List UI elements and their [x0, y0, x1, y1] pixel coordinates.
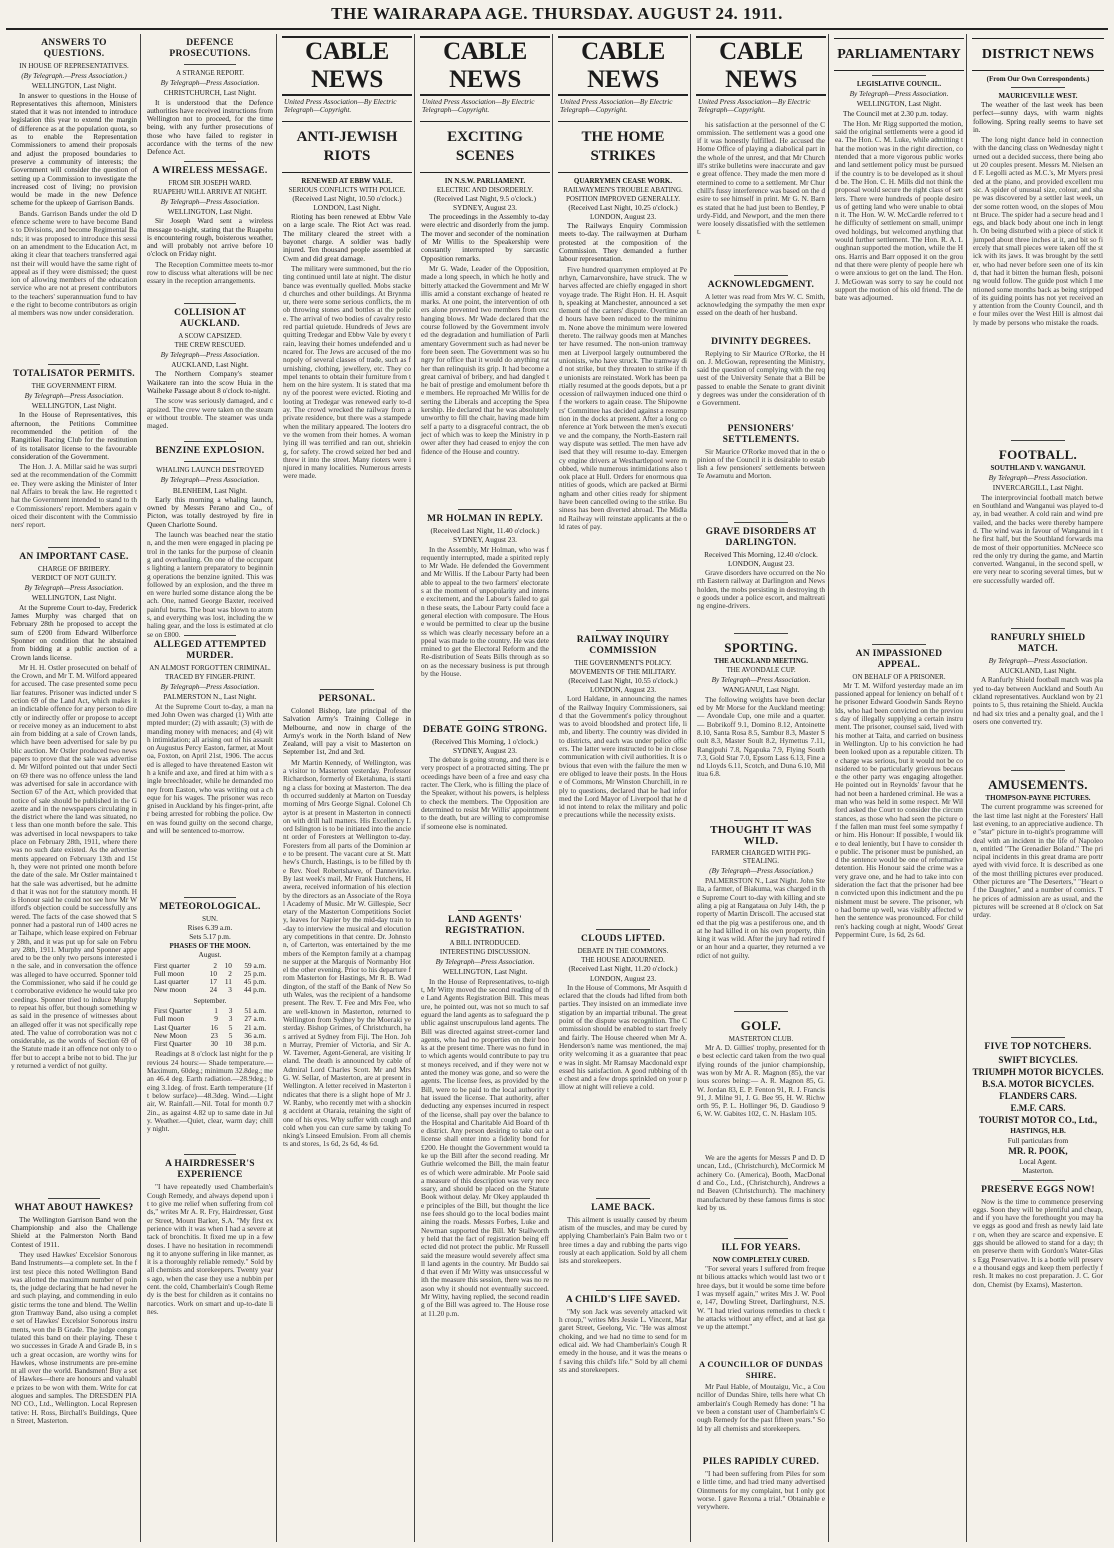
ad-city: HASTINGS, H.B. — [1010, 1126, 1066, 1136]
moon-cell: 38 p.m. — [243, 1039, 267, 1049]
headline-meteorological: METEOROLOGICAL. — [159, 901, 261, 912]
weather-readings: Readings at 8 o'clock last night for the previous 24 hours:— Shade temperature.—Maximum, 60deg.; minimum 32.8deg.; mean 46.4 deg. Earth radiation.—28.9deg.; being 3.1deg. of frost. Earth temperature (1ft below surface)—48.3deg. Wind.—Light air, W. Rainfall.—Nil. Total for month 0.72in., as against 4.82 up to same date in July. Weather.—Quiet, clear, warm day; chilly night. — [147, 1049, 273, 1134]
subhead: THE GOVERNMENT'S POLICY. — [574, 658, 672, 667]
divider — [872, 644, 926, 645]
dateline: BLENHEIM, Last Night. — [172, 485, 248, 495]
moon-cell: 3 — [228, 985, 232, 995]
advert-body: "I had been suffering from Piles for some little time, and had tried many advertised Ointments for my complaint, but I only got worse. I gave Rexona a trial." Obtainable everywhere. — [697, 1469, 825, 1512]
headline-box — [420, 121, 550, 173]
headline-answers: ANSWERS TO QUESTIONS. — [41, 38, 107, 59]
subhead: TRACED BY FINGER-PRINT. — [164, 673, 256, 682]
cable-credit: United Press Association—By Electric Telegraph—Copyright. — [422, 97, 535, 115]
dateline: LONDON, August 23. — [589, 973, 657, 983]
moon-cell: 21 a.m. — [244, 1022, 267, 1032]
moon-cell: 3 — [228, 1005, 233, 1015]
moon-cell: 10 — [209, 968, 218, 978]
column-cable-2 — [418, 34, 553, 1542]
article-body-continued: Mr Martin Kennedy, of Wellington, was a visitor to Masterton yesterday. Professor Richardson, formerly of Eketahuna, is starting a class for boxing at Masterton. The death occurred suddenly at Marton on Tuesday morning of Mrs George Signal. Colonel Chaytor is at present in Masterton in connection with drill hall matters. His Excellency Lord Islington is to be initiated into the ancient order of Foresters at Wellington to-day. Foresters from all parts of the Dominion are to be present. The vacant cure at St. Matthew's Church, Hastings, is to be filled by the Rev. Noel Robertshawe, of Dannevirke. By last week's mail, Mr Frank Hutchens, Hawera, received information of his election by the directors as an Associate of the Royal Academy of Music. Mr W. Gillespie, Secretary of the Masterton Competitions Society, leaves for Napier by the mid-day train to-day to interview the musical and elocutionary competitions in that centre. Dr. Johnston, of Carterton, was entertained by the members of the Kempton family at a champagne supper at the Marquis of Normanby Hotel the other evening. Prior to his departure from Masterton for Hastings, Mr R. B. Waddington, of the staff of the Bank of New South Wales, was the recipient of a handsome present. The Rev. T. Fee and Mrs Fee, who are well-known in Masterton, returned to Wellington from Sydney by the Moeraki yesterday. Bishop Grimes, of Christchurch, has arrived at Sydney from Fiji. The Hon. John Murray, Premier of Victoria, and Sir A. W. Taverner, Agent-General, are visiting Ireland. The death is announced by cable of Admiral Lord Charles Scott. Mr and Mrs G. W. Sellar, of Masterton, are at present in Wellington. A letter received in Masterton indicates that there is a slight hope of Mr J. W. Ranby, who recently met with a shocking accident at Otaraia, retaining the sight of one of his eyes. Why suffer with cough and cold when you can cure same by taking Tonking's Linseed Emulsion. From all chemists and stores, 1s 6d, 2s 6d, 4s 6d. — [283, 757, 412, 1149]
moon-cell: First Quarter — [153, 1039, 192, 1049]
divider — [596, 1290, 650, 1291]
article-body: At the Supreme Court to-day, Frederick James Murphy was charged that on February 28th he proposed to accept the sum of £200 from Edward Wilberforce Sponner on condition that he abstained from bidding at a public auction of a Crown lands license. — [11, 602, 137, 662]
credit-line: By Telegraph—Press Association. — [849, 89, 949, 98]
dateline: SYDNEY, August 23. — [453, 745, 517, 755]
headline-preserve-eggs: PRESERVE EGGS NOW! — [981, 1184, 1095, 1195]
moon-cell: 9 — [214, 1014, 218, 1024]
credit-line: By Telegraph—Press Association. — [160, 682, 260, 692]
article-body-continued: The Reception Committee meets to-morrow to discuss what alterations will be necessary in the reception arrangements. — [147, 259, 273, 286]
ad-title: FIVE TOP NOTCHERS. — [984, 1042, 1092, 1053]
headline-piles: PILES RAPIDLY CURED. — [702, 1457, 820, 1468]
cable-credit: United Press Association—By Electric Telegraph—Copyright. — [698, 97, 811, 115]
credit-line: By Telegraph—Press Association. — [160, 196, 260, 206]
article-body: It is understood that the Defence authorities have received instructions from Wellington not to proceed, for the time being, with any further prosecutions of those who have failed to register in accordance with the terms of the new Defence Act. — [147, 97, 273, 157]
article-body-continued: They used Hawkes' Excelsior Sonorous Band Instruments—a complete set. In the first test piece this noted Wellington Band was allotted the maximum number of points, the judge declaring that he had never heard such playing, and commending in eulogistic terms the tone and blend. The Wellington Tramway Band, also using a complete set of Hawkes' Excelsior Sonorous instruments, won the B Grade. The judge congratulated this band on their playing. These two successes in Grade A and Grade B, in such a great occasion, are worthy wins for Hawkes, whose instruments are pre-eminent all over the world. Bandsmen! Buy a set of Hawkes—there are honours and valuable prizes to be won with them. Write for catalogues and samples. The DRESDEN PIANO CO., Ltd., Wellington. Local Representative: H. Ross, Birchall's Buildings, Queen Street, Masterton. — [11, 1249, 137, 1425]
article-body-continued: Mr A. D. Gillies' trophy, presented for the best eclectic card taken from the two qualifying rounds of the junior championship, was won by Mr A. R. Magnon (85), the various scores being:— A. R. Magnon 85, G. W. Jordan 83, E. P. Fenton 91, R. J. Francis 91, J. Milne 91, J. G. Bee 95, H. W. Richworth 95, P. L. Hollinger 96, D. Gaudioso 96, W. W. Gabites 102, C. N. Haslam 105. — [697, 1043, 825, 1119]
subhead: AN ALMOST FORGOTTEN CRIMINAL. — [149, 664, 271, 673]
article-body-continued: A Ranfurly Shield football match was played to-day between Auckland and South Auckland representatives. Auckland won by 21 points to 5, thus retaining the Shield. Auckland had six tries and a penalty goal, and the losers one converted try. — [973, 675, 1103, 726]
headline-clouds-lifted: CLOUDS LIFTED. — [581, 934, 665, 945]
article-body-continued: PALMERSTON N., Last Night. John Stella, a farmer, of Biakuma, was charged in the Supreme Court to-day with killing and stealing a pig at Rangataua on July 14th, the property of Martin Driscoll. The accused stated that the pig was a pestiferous one, and that he had killed it on his own property, thinking it was wild. After the jury had retired for an hour and a quarter, they returned a verdict of not guilty. — [697, 876, 826, 960]
headline-councillor: A COUNCILLOR OF DUNDAS SHIRE. — [698, 1359, 824, 1381]
advert-body: "For several years I suffered from frequent bilious attacks which would last two or three days, but it would be some time before I was myself again," writes Mrs J. W. Poole, 147, Dowling Street, Darlinghurst, N.S.W. "I had tried various remedies to check the attacks without any effect, and at last gave up the attempt." — [697, 1264, 825, 1332]
article-body: The weather of the last week has been perfect—sunny days, with warm nights following. Spring really seems to have set in. — [973, 100, 1103, 134]
subhead: IN N.S.W. PARLIAMENT. — [444, 176, 526, 185]
column-cable-4 — [694, 34, 829, 1542]
article-body-continued: The military were summoned, but the rioting continued until late at night. The disturbance was eventually quelled. Mobs stacked churches and other buildings. At Brynmaur, there were some serious conflicts, the mob throwing stones and bottles at the police. The arrival of two bodies of cavalry restored partial quietude. Hundreds of Jews are quitting Tredegar and Ebbw Vale by every train, leaving their homes undefended and uncared for. The Jews are accused of the monopoly of several classes of trade, such as furnishing, clothing, jewellery, etc. They compel tenants to obtain their furniture from them on the hire system. It is stated that many of the poorest were evicted. Rioting and looting at Tredegar was renewed early to-day. The crowd wrecked the railway from a private residence, but there was a stampede when the military appeared. The looters drove the women from their homes. A woman lying ill was terrified and ran out, shrieking, for safety. The crowd seized her bed and threw it into the street. Many rioters were injured in many localities. Numerous arrests were made. — [283, 263, 411, 481]
headline-district-news: DISTRICT NEWS — [981, 47, 1095, 62]
subhead: THE CREW RESCUED. — [174, 340, 246, 349]
divider — [734, 522, 788, 523]
cable-news-banner: CABLE NEWS — [282, 36, 412, 96]
credit-line: By Telegraph—Press Association. — [160, 78, 260, 87]
subhead: SERIOUS CONFLICTS WITH POLICE. — [288, 185, 406, 194]
advert-body: Mr Paul Hable, of Moutaigu, Vic., a Councillor of Dundas Shire, tells here what Chamberlain's Cough Remedy has done: "I have been a constant user of Chamberlain's Cough Remedy for the past fifteen years." Sold by all chemists and storekeepers. — [697, 1382, 825, 1433]
divider — [184, 303, 237, 304]
subhead: QUARRYMEN CEASE WORK. — [573, 176, 673, 185]
divider — [734, 275, 788, 276]
article-body-continued: The following weights have been declared by Mr Morse for the Auckland meeting:— Avondale Cup, one mile and a quarter.— Bobrikoff 9.1, Domino 8.12, Antoinette 8.10, Santa Rosa 8.5, Sambur 8.3, Master Soult 8.3, Master Soult 8.2, Hymettus 7.11, Rangipuhi 7.8, Ngapuka 7.9, Flying South 7.3, Gold Star 7.0, Epsom Lass 6.13, Fine and Lloyds 6.11, Scotch, and Duna 6.10, Militua 6.8. — [697, 694, 825, 779]
article-body-continued: The debate is going strong, and there is every prospect of a protracted sitting. The proceedings have been of a free and easy character. The Clerk, who is filling the place of the Speaker, without his powers, is helpless to check the members. The Opposition are determined to resist Mr Willis' appointment to the death, but are willing to compromise if someone else is nominated. — [421, 755, 549, 831]
cable-news-banner: CABLE NEWS — [558, 36, 688, 96]
moon-row — [152, 986, 268, 994]
divider — [734, 820, 788, 821]
headline-important-case: AN IMPORTANT CASE. — [19, 552, 129, 563]
credit-line: By Telegraph—Press Association. — [435, 957, 535, 967]
dateline: WELLINGTON, Last Night. — [31, 401, 117, 411]
headline-pensioners: PENSIONERS' SETTLEMENTS. — [722, 423, 800, 445]
cable-news-banner: CABLE NEWS — [696, 36, 826, 96]
advert-body: "I have repeatedly used Chamberlain's Cough Remedy, and always depend upon it to give me relief when suffering from colds," writes Mr A. R. Fry, Hairdresser, Guster Street, Mount Barker, S.A. "My first experience with it was when I had a severe attack of bronchitis. It fixed me up in a few doses. I have no hesitation in recommending it to anyone suffering in like manner, as it is a thoroughly reliable remedy." Sold by all chemists and storekeepers. Twenty years ago, when the case they use a nubbin per cent. the cold, Chamberlain's Cough Remedy is the best for children as it contains no narcotics. Work on smart and up-to-date lines. — [147, 1182, 273, 1316]
divider — [1011, 770, 1065, 771]
received-line: (Received Last Night, 10.50 o'clock.) — [292, 193, 402, 203]
subhead: NOW COMPLETELY CURED. — [712, 1256, 810, 1265]
article-body-continued: Mr G. Wade, Leader of the Opposition, made a long speech, in which he hotly and bitterly attacked the Government and Mr Willis amid a constant exchange of heated remarks. At one point, the intervention of others alone prevented two members from exchanging blows. Mr Wade declared that the course followed by the Government involved the degradation and humiliation of Parliamentary Government such as had never before been seen. The Government was so hungry for office that it would do anything rather than relinquish its grip. It had become a great carnival of bribery, and had dangled the bait of prestige and emolument before the members. He reproached Mr Willis for deserting the Liberals and accepting the Speakership. He declared that he was absolutely unworthy to fill the chair, having made himself a party to a disgraceful contract, the object of which was to keep the Ministry in power after they had ceased to enjoy the confidence of the House and country. — [421, 263, 549, 456]
article-body-continued: In the House of Representatives, to-night, Mr Witty moved the second reading of the Land Agents Registration Bill. This measure, he pointed out, was not so much to safeguard the land agents as to safeguard the public against unscrupulous land agents. The Bill was directed against street-corner land agents, who had no properties on their books at the present time. There was no fund into which agents would contribute to pay trust moneys received, and if they were not wanted the money was gone, and so were the agents. The license fees, as provided by the Bill, were to be paid to the local authority that issued the license. That authority, after deducting any expenses incurred in respect of the license, shall pay over the balance to the Hospital and Charitable Aid Board of the district. Any person desiring to take out a license shall enter into a fidelity bond for £200. He thought the Government would take up the Bill after the second reading. Mr Guthrie welcomed the Bill, the main features of which were admirable. Mr Poole said a measure of this description was very necessary, and should be placed on the Statute Book without delay. Mr Okey applauded the principles of the Bill, but thought the license fees should go to the local bodies maintaining the roads. Messrs Forbes, Luke and Newman supported the Bill. Mr Stallworthy held that the fact of registration being effected did not protect the public. Mr Russell said the measure would severely affect small land agents in the country. Mr Buddo said that even if Mr Witty was unsuccessful with the measure this session, there was no reason why it should not eventually succeed. Mr Witty, having replied, the second reading of the Bill was agreed to. The House rose at 11.20 p.m. — [421, 976, 549, 1318]
divider — [872, 75, 926, 76]
headline-child-life: A CHILD'S LIFE SAVED. — [565, 1294, 681, 1305]
cable-news-banner: CABLE NEWS — [420, 36, 550, 96]
dateline: WELLINGTON, Last Night. — [442, 967, 528, 977]
article-body-continued: Lord Haldane, in announcing the names of the Railway Inquiry Commissioners, said that the Government's policy throughout was to avoid bloodshed and protect life, limb, and liberty. The country was divided into districts, and each was under police officers. The latter were instructed to be in close communication with civil authorities. It is obvious that even with the failure the men were obliged to leave their posts. In the House of Commons, Mr Winston Churchill, in reply to questions, declared that he had informed the Lord Mayor of Liverpool that he did not intend to relax the military and police precautions while the necessity exists. — [559, 694, 687, 820]
dateline: INVERCARGILL, Last Night. — [992, 483, 1084, 493]
column-district-news — [970, 34, 1106, 1542]
divider — [184, 635, 237, 636]
article-body-continued: Mr H. H. Ostler prosecuted on behalf of the Crown, and Mr T. M. Wilford appeared for accused. The case presented some peculiar features. Prisoner was indicted under Section 69 of the Land Act, which makes it an indictable offence for any person to directly or indirectly offer or propose to accept or receive money as an inducement to abstain from bidding at a sale of Crown lands, which have been advertised for sale by public auction. Mr Ostler produced two newspapers to prove that the sale was advertised. Mr Wilford pointed out that under Section 69 there was no offence unless the land was advertised for sale in accordance with Section 67 of the Act, which provided that notice of sale should be published in the Gazette and in the newspapers circulating in the district where the land was situated, not less than one month before the sale. This was advertised in local newspapers to take place on February 28th, 1911, where there was no such date existed. As the advertisements appeared on February 13th and 15th, they were not printed one month before the date of the sale. Mr Ostler maintained that the sale was advertised, but he admitted that it was not for the statutory month. His Honour said he could not see how Mr Wilford's objection could be successfully answered. The facts of the case showed that Sponner had a pastoral run of 1400 acres near Taihape, which lease expired on February 28th, and it was put up for sale on February 28th, 1911. Murphy and Sponner appeared to be the only two persons interested in the sale, and in conversation the offence was alleged to have occurred. Sponner told the Commissioner, who said if he could get corroborative evidence he would take proceedings. Sponner tried to induce Murphy to repeat his offer, but though something was said in the presence of witnesses about an alleged offer it was not specifically repeated. The value of corroboration was not considerable, as the words of Section 69 of the Statute made it an offence not only to offer but to accept a bribe not to bid. The jury returned a verdict of not guilty. — [11, 662, 137, 1071]
dateline: AUCKLAND, Last Night. — [171, 360, 249, 370]
article-body-continued: Replying to Sir Maurice O'Rorke, the Hon. J. McGowan, representing the Ministry, said the question of complying with the request of the University Senate that a Bill be passed to enable the Senate to grant divinity degrees was under the consideration of the Government. — [697, 348, 825, 408]
dateline: LONDON, Last Night. — [313, 202, 381, 212]
moon-cell: 2 — [228, 968, 232, 978]
article-body-continued: In the House of Commons, Mr Asquith declared that the clouds had lifted from both parties. They insisted on an immediate investigation by an impartial tribunal. The great point of the dispute was recognition. The Commission should be enabled to start freely and fairly. The House cheered when Mr A. Henderson's name was mentioned, the majority welcoming it as a guarantee that peace was in sight. Mr Ramsay Macdonald expressed his satisfaction. A good rubbing of the chest and a few drops sprinkled on your pillow at night will relieve a cold. — [559, 982, 687, 1092]
headline-hairdresser: A HAIRDRESSER'S EXPERIENCE — [165, 1159, 255, 1181]
divider — [1011, 87, 1065, 88]
divider — [458, 720, 512, 721]
moon-cell: 36 a.m. — [244, 1030, 267, 1040]
credit-line: By Telegraph—Press Association. — [988, 473, 1088, 483]
article-body: In the House of Representatives, this afternoon, the Petitions Committee recommended the petition of the Rangitikei Racing Club for the restitution of its totalisator license to the favourable consideration of the Government. — [11, 410, 137, 461]
credit-line: (By Telegraph—Press Association.) — [709, 865, 813, 875]
ad-town: Masterton. — [1022, 1166, 1054, 1176]
moon-cell: 51 a.m. — [244, 1005, 267, 1015]
advert-body: This ailment is usually caused by rheumatism of the muscles, and may be cured by applying Chamberlain's Pain Balm two or three times a day and rubbing the parts vigorously at each application. Sold by all chemists and storekeepers. — [559, 1214, 687, 1266]
credit-line: By Telegraph—Press Association. — [988, 655, 1088, 665]
ad-item: SWIFT BICYCLES. — [998, 1055, 1078, 1066]
moon-cell: 1 — [214, 1005, 218, 1015]
headline-impassioned: AN IMPASSIONED APPEAL. — [855, 648, 943, 670]
sun-rises: Rises 6.39 a.m. — [187, 922, 233, 932]
dateline: WELLINGTON, Last Night. — [31, 593, 117, 603]
received-line: (Received Last Night, 11.20 o'clock.) — [568, 964, 678, 974]
credit-line: By Telegraph—Press Association. — [160, 475, 260, 485]
moon-cell: First quarter — [153, 960, 190, 970]
moon-cell: 44 p.m. — [243, 985, 267, 995]
moon-cell: 5 — [228, 1030, 233, 1040]
subhead: POSITION IMPROVED GENERALLY. — [565, 194, 681, 203]
columns — [8, 34, 1106, 1542]
dateline: CHRISTCHURCH, Last Night. — [163, 88, 257, 98]
moon-cell: 10 — [224, 960, 232, 970]
subhead: (From Our Own Correspondents.) — [986, 75, 1090, 83]
sun-sets: Sets 5.17 p.m. — [189, 931, 231, 941]
subhead: RUAPEHU WILL ARRIVE AT NIGHT. — [153, 187, 267, 196]
received-line: Received This Morning, 12.40 o'clock. — [704, 549, 818, 559]
headline-thought-wild: THOUGHT IT WAS WILD. — [710, 823, 812, 847]
dateline: PALMERSTON N., Last Night. — [163, 692, 257, 702]
divider — [184, 461, 237, 462]
ad-items-list — [970, 1055, 1106, 1114]
divider — [1011, 628, 1065, 629]
article-body: The Council met at 2.30 p.m. today. — [843, 108, 948, 118]
subhead: THE HOUSE ADJOURNED. — [581, 956, 665, 965]
headline-holman: MR HOLMAN IN REPLY. — [427, 513, 543, 524]
subhead: A BILL INTRODUCED. — [449, 939, 521, 948]
cable-credit: United Press Association—By Electric Telegraph—Copyright. — [560, 97, 673, 115]
dateline: SYDNEY, August 23. — [453, 202, 517, 212]
article-body-continued: The Hon. J. A. Millar said he was surprised at the recommendation of the Committee. They were asking the Minister of Internal Affairs to break the law. He regretted that the Government intended to stand to the Commissioners' report. Members again voiced their discontent with the Commissioners' report. — [11, 462, 137, 530]
moon-cell: 27 a.m. — [244, 1014, 267, 1024]
moon-cell: 3 — [228, 1014, 233, 1024]
headline-wireless: A WIRELESS MESSAGE. — [152, 165, 268, 176]
headline-parliamentary: PARLIAMENTARY — [837, 47, 961, 62]
headline-football: FOOTBALL. — [998, 447, 1078, 463]
moon-cell: Full moon — [153, 1014, 185, 1024]
moon-cell: 59 a.m. — [244, 960, 267, 970]
divider — [596, 929, 650, 930]
subhead: INTERESTING DISCUSSION. — [439, 948, 531, 957]
article-body-continued: A letter was read from Mrs W. C. Smith, acknowledging the sympathy the men expressed on the death of her husband. — [697, 291, 825, 318]
moon-cell: First Quarter — [153, 1005, 192, 1015]
headline-darlington: GRAVE DISORDERS AT DARLINGTON. — [705, 526, 817, 548]
subhead: RENEWED AT EBBW VALE. — [301, 176, 393, 185]
received-line: (Received Last Night, 11.40 o'clock.) — [430, 525, 540, 535]
article-body: Early this morning a whaling launch, owned by Messrs Perano and Co., of Picton, was totally destroyed by fire in Queen Charlotte Sound. — [147, 494, 273, 529]
dateline: WANGANUI, Last Night. — [722, 685, 800, 695]
column-parliamentary — [832, 34, 967, 1542]
subhead: LEGISLATIVE COUNCIL. — [856, 80, 942, 88]
headline-hawkes: WHAT ABOUT HAWKES? — [14, 1202, 134, 1213]
headline-collision: COLLISION AT AUCKLAND. — [174, 307, 246, 329]
subhead: THOMPSON-PAYNE PICTURES. — [985, 794, 1091, 803]
article-body-continued: At the Supreme Court to-day, a man named John Owen was charged (1) With attempted murder; (2) with assault; (3) with demanding money with menaces; and (4) with intimidation; all arising out of his assault on Augustus Percy Easton, farmer, at Moutoa, Foxton, on April 21st, 1906. The accused is alleged to have threatened Easton with a knife and axe, and fired at him with a single breechloader, while he demanded money from Easton, who was writing out a cheque for his wages. The prisoner was recognised in Auckland by his finger-print, after being arrested for robbing the police. Owen was found guilty on the second charge, and will be sentenced to-morrow. — [147, 701, 273, 836]
headline-ill-for-years: ILL FOR YEARS. — [721, 1243, 801, 1254]
dateline: WELLINGTON, Last Night. — [856, 99, 942, 109]
divider — [458, 509, 512, 510]
dateline: LONDON, August 23. — [589, 211, 657, 221]
headline-lame-back: LAME BACK. — [591, 1202, 655, 1213]
subhead: MAURICEVILLE WEST. — [998, 92, 1078, 100]
subhead: ELECTRIC AND DISORDERLY. — [436, 185, 534, 194]
credit-line: By Telegraph—Press Association. — [24, 390, 124, 400]
credit-line: (By Telegraph.—Press Association.) — [21, 71, 127, 80]
subhead-sun: SUN. — [202, 914, 218, 923]
article-body: The Railways Enquiry Commission meets to-day. The railwaymen at Durham protested at the composition of the Commission. They demanded a further labour representation. — [559, 221, 687, 264]
article-body: Rioting has been renewed at Ebbw Vale on a large scale. The Riot Act was read. The military cleared the street with a bayonet charge. A soldier was badly injured. Ten thousand people assembled at Cwm and did great damage. — [283, 212, 411, 263]
ad-agent-role: Local Agent. — [1019, 1156, 1057, 1166]
ad-particulars: Full particulars from — [1007, 1135, 1069, 1145]
month-august: August. — [198, 950, 222, 960]
subhead: THE GOVERNMENT FIRM. — [31, 381, 117, 390]
subhead: WHALING LAUNCH DESTROYED — [156, 466, 264, 475]
article-body: The Northern Company's steamer Waikatere ran into the scow Huia in the Waiheke Passage about 8 o'clock to-night. — [147, 369, 273, 395]
advert-body: Now is the time to commence preserving eggs. Soon they will be plentiful and cheap, and if you have the forethought you may have eggs as good and fresh as newly laid later on, when they are scarce and expensive. Eggs should be allowed to stand for a day; then preserve them with Gordon's Water-Glass Egg Preservative. It is a bottle will preserve a thousand eggs and keep them perfectly fresh. It makes no cost preparation. J. C. Gordon, Chemist (by Exams), Masterton. — [973, 1196, 1103, 1289]
headline-totalisator: TOTALISATOR PERMITS. — [13, 368, 135, 379]
headline-railway-inquiry: RAILWAY INQUIRY COMMISSION — [576, 634, 670, 656]
article-body-continued: The scow was seriously damaged, and capsized. The crew were taken on the steamer without trouble. The steamer was undamaged. — [147, 396, 273, 431]
divider — [48, 1198, 101, 1199]
ad-item: E.M.F. CARS. — [1010, 1103, 1066, 1114]
ad-item: TRIUMPH MOTOR BICYCLES. — [972, 1067, 1104, 1078]
subhead: FROM SIR JOSEPH WARD. — [168, 178, 252, 187]
moon-cell: New moon — [153, 985, 187, 995]
headline-personal: PERSONAL. — [318, 693, 376, 704]
article-body: Colonel Bishop, late principal of the Salvation Army's Training College in Melbourne, and now in charge of the Army's work in the North Island of New Zealand, will pay a visit to Masterton on September 1st, 2nd and 3rd. — [283, 705, 411, 757]
headline-benzine: BENZINE EXPLOSION. — [155, 446, 265, 457]
divider — [1011, 440, 1065, 441]
dateline: SYDNEY, August 23. — [453, 535, 517, 545]
ad-item: FLANDERS CARS. — [999, 1091, 1077, 1102]
divider — [48, 364, 101, 365]
headline-box — [972, 38, 1104, 71]
moon-cell: 10 — [225, 1039, 233, 1049]
received-line: (Received Last Night, 10.25 o'clock.) — [568, 202, 678, 212]
moon-cell: 24 — [209, 985, 218, 995]
moon-cell: New Moon — [153, 1030, 187, 1040]
dateline: WELLINGTON, Last Night. — [167, 206, 253, 216]
headline-defence: DEFENCE PROSECUTIONS. — [169, 38, 251, 59]
ad-company: TOURIST MOTOR CO., Ltd., — [978, 1115, 1098, 1126]
article-body: The Wellington Garrison Band won the Championship and also the Challenge Shield at the Palmerston North Band Contest of 1911. — [11, 1214, 137, 1249]
column-2 — [144, 34, 277, 1542]
moon-cell: 2 — [213, 960, 218, 970]
divider — [48, 547, 101, 548]
subhead: FARMER CHARGED WITH PIG-STEALING. — [711, 848, 811, 865]
divider — [184, 1154, 237, 1155]
divider — [596, 630, 650, 631]
column-1 — [8, 34, 141, 1542]
article-body-continued: Five hundred quarrymen employed at Penrhyn, Carnarvonshire, have struck. The wharves affected are chiefly engaged in short voyage trade. The Right Hon. H. H. Asquith, speaking at Manchester, announced a settlement of the carters' dispute. Overtime and hours have been reduced to the minimum. None above the minimum were lowered thereto. The railway goods men at Manchester have resumed. The non-union tramwaymen at Liverpool largely outnumbered the unionists, who have struck. The tramway did not strike, but they threaten to strike if the unionists are reinstated. Work has been partially resumed at the goods depots, but a procession of railwaymen induced one third of the workers to again cease. The Shipowners' Committee has decided against a resumption in the docks at present. After a long conference at York between the men's executive and the company, the North-Eastern railway dispute was settled. The men have advised that they will resume to-day. Emergency engine drivers at Westhartlepool were mobbed, while numerous intimidations also took place at Hull. Orders for enormous quantities of goods, which are packed at Birmingham and other cities ready for shipment have been cancelled owing to the strike. Business has been diverted abroad. The Midland Railway will reinstate applicants at the old rates of pay. — [559, 264, 687, 531]
subhead-moon: PHASES OF THE MOON. — [169, 942, 251, 951]
headline-debate: DEBATE GOING STRONG. — [422, 724, 548, 735]
moon-cell: 30 — [210, 1039, 218, 1049]
article-body-continued: The interprovincial football match between Southland and Wanganui was played to-day, in bad weather. A cold rain and wind prevailed, and the backs were thereby hampered. The wind was in favour of Wanganui in the first half, but the Southland forwards made most of their opportunities. McNeece scored the only try during the game, and Martin converted. Wanganui, in the second spell, were very near to scoring several times, but were successfully warded off. — [973, 492, 1103, 585]
month-september: September. — [193, 995, 227, 1005]
moon-cell: Last Quarter — [153, 1022, 191, 1032]
headline-exciting-scenes: EXCITING SCENES — [447, 128, 523, 164]
received-line: (Received This Morning, 1 o'clock.) — [432, 736, 538, 746]
dateline: LONDON, August 23. — [589, 684, 657, 694]
headline-attempted-murder: ALLEGED ATTEMPTED MURDER. — [153, 640, 267, 662]
moon-cell: 5 — [228, 1022, 233, 1032]
headline-box — [558, 121, 688, 173]
subhead: CHARGE OF BRIBERY. — [37, 565, 111, 574]
divider — [734, 633, 788, 634]
subhead: IN HOUSE OF REPRESENTATIVES. — [19, 62, 129, 70]
divider — [596, 1198, 650, 1199]
divider — [184, 64, 237, 65]
headline-divinity: DIVINITY DEGREES. — [711, 336, 811, 347]
subhead: THE AVONDALE CUP. — [726, 666, 796, 675]
cable-credit: United Press Association—By Electric Telegraph—Copyright. — [284, 97, 397, 115]
article-body-continued: The launch was beached near the station, and the men were engaged in placing petrol in the tanks for the purpose of cleaning and overhauling. On one of the occupants lighting a lantern preparatory to beginning operations the benzine ignited. This was followed by an explosion, and the three men were hurled some distance along the beach. One, named George Baxter, received painful burns. The boat was blown to atoms, and everything was lost, including the whaling gear, and the loss is estimated at close on £800. — [147, 530, 273, 639]
ad-item: B.S.A. MOTOR BICYCLES. — [982, 1079, 1094, 1090]
divider — [320, 689, 374, 690]
subhead: A STRANGE REPORT. — [175, 69, 245, 77]
headline-anti-jewish-riots: ANTI-JEWISH RIOTS — [296, 128, 398, 164]
article-body-continued: Bands. Garrison Bands under the old Defence scheme were to have become Bands to Divisions, and become Regimental Bands; it was proposed to introduce this session an amendment to the Education Act, making it clear that teachers transferred against their will would have the same right of appeal as if they were dismissed; the question of allowing members of the education service who are not at present contributors to the teachers' superannuation fund to have the right to become contributors as original members was now under consideration. — [11, 208, 137, 318]
advert-body: We are the agents for Messrs P and D. Duncan, Ltd., (Christchurch), McCormick Machinery Co. (America), Booth, MacDonald and Co., Ltd., (Christchurch), Andrews and Beaven (Christchurch). The machinery manufactured by these famous firms is stocked by us. — [697, 1153, 825, 1212]
masthead-rule — [6, 28, 1108, 30]
credit-line: By Telegraph—Press Association. — [160, 349, 260, 359]
moon-cell: Full moon — [153, 968, 185, 978]
moon-cell: 45 p.m. — [243, 977, 267, 987]
headline-home-strikes: THE HOME STRIKES — [581, 128, 665, 164]
article-body-continued: Sir Maurice O'Rorke moved that in the opinion of the Council it is desirable to establish a few pensioners' settlements between Te Awamutu and Morton. — [697, 446, 825, 481]
headline-land-agents: LAND AGENTS' REGISTRATION. — [445, 915, 525, 937]
article-body: Sir Joseph Ward sent a wireless message to-night, stating that the Ruapehu is encountering rough, boisterous weather, and will probably not arrive before 10 o'clock on Friday night. — [147, 216, 273, 259]
headline-box — [282, 121, 412, 173]
subhead: MOVEMENTS OF THE MILITARY. — [569, 667, 677, 676]
article-body-continued: The Hon. Mr Rigg supported the motion, said the original settlements were a good idea. The Hon. C. M. Luke, while admitting that the motion was in the right direction, contended that a more vigorous public works and land settlement policy must be pursued if the country is to be developed as it should be. The Hon. C. H. Mills did not think the proposal would secure the right class of settlers. There were hundreds of people desirous of getting land who were unable to obtain it. The Hon. W. W. McCardle referred to the difficulty of settlement on small, unimproved holdings, but welcomed anything that would further settlement. The Hon. R. A. Loughnan supported the motion, while the Hons. Harris and Barr opposed it on the ground that there were plenty of people here who were anxious to get on the land. The Hon. J. McGowan was sorry to say he could not support the motion of his old friend. The debate was adjourned. — [835, 118, 963, 303]
credit-line: By Telegraph—Press Association. — [24, 583, 124, 593]
divider — [184, 161, 237, 162]
moon-table-september — [152, 1007, 268, 1048]
subhead: DEBATE IN THE COMMONS. — [577, 947, 669, 956]
moon-cell: 11 — [224, 977, 232, 987]
subhead: ON BEHALF OF A PRISONER. — [852, 672, 946, 681]
subhead: THE AUCKLAND MEETING. — [714, 657, 808, 666]
dateline: WELLINGTON, Last Night. — [31, 81, 117, 91]
article-body-continued: Grave disorders have occurred on the North Eastern railway at Darlington and Newsholden, the mobs persisting in destroying the goods under a police escort, and maltreating engine-drivers. — [697, 568, 825, 611]
moon-cell: 17 — [209, 977, 218, 987]
divider — [734, 1011, 788, 1012]
article-body-continued: Mr T. M. Wilford yesterday made an impassioned appeal for leniency on behalf of the prisoner Edward Goodwin Sands Reynolds, who had been convicted on the previous day of illegally supplying a certain instrument. The prisoner, counsel said, lived with his mother at Taita, and carried on business in Wellington. Up to his conviction he had been looked upon as a reputable citizen. The charge was serious, but it would not be considered to be particularly grievous because the other party was engaging altogether. He pointed out in Reynolds' favour that he had not been a hardened criminal. He was a man who was held in some respect. Mr Wilford asked the Court to consider the circumstances, as those who had seen the picture of the fallen man must feel some sympathy for him. His Honour: If possible, I would like to deal leniently, but I have to consider the public. The prisoner must be punished, and the sentence would be one of reformative detention. His Honour said the crime was a very grave one, and he had to take into consideration the fact that the prisoner had been convicted upon this indictment and the punishment must be severe. The prisoner, who had borne up well, was visibly affected when the sentence was pronounced. For children's hacking cough at night, Woods' Great Peppermint Cure, 1s 6d, 2s 6d. — [835, 680, 963, 939]
moon-row — [152, 1040, 268, 1048]
headline-amusements: AMUSEMENTS. — [988, 777, 1088, 793]
article-body: In answer to questions in the House of Representatives this afternoon, Ministers stated that it was not intended to introduce legislation this year to extend the margin of difference as at the population quota, so as to enable the Representation Commissioners to amend their proposals and adjust the proposed boundaries to preserve a community of interests; the Government will consider the question of setting up a Commission to investigate the increased cost of living; no provision would be made in the new Defence scheme for the upkeep of Garrison Bands. — [11, 90, 137, 208]
subhead: RAILWAYMEN'S TROUBLE ABATING. — [563, 185, 683, 194]
dateline: LONDON, August 23. — [727, 558, 795, 568]
received-line: (Received Last Night, 10.55 o'clock.) — [568, 675, 678, 685]
subhead: SOUTHLAND V. WANGANUI. — [990, 464, 1086, 473]
article-body-continued: In the Assembly, Mr Holman, who was frequently interrupted, made a spirited reply to Mr Wade. He defended the Government and Mr Willis. If the Labour Party had been able to appeal to the two farmers' electorates at the moment of unpopularity and intense excitement, and the Labour's failed to gain these seats, the Labour Party could face a general election with composure. The House would be permitted to clear up the business which was clearly necessary before an appeal was made to the country. He was determined to get the Electoral Reform and the Re-distribution of Seats Bills through as soon as the necessary business is put through by the House. — [421, 544, 549, 679]
subhead: VERDICT OF NOT GUILTY. — [31, 574, 117, 583]
moon-cell: Last quarter — [153, 977, 189, 987]
advert-body: "My son Jack was severely attacked with croup," writes Mrs Jessie L. Vincent, Margaret Street, Geelong, Vic. "He was almost choking, and we had no time to send for medical aid. We had Chamberlain's Cough Remedy in the house, and it was the means of saving this child's life." Sold by all chemists and storekeepers. — [559, 1306, 687, 1374]
headline-acknowledgment: ACKNOWLEDGMENT. — [707, 279, 815, 290]
article-body-continued: The current programme was screened for the last time last night at the Foresters' Hall last evening, to an appreciative audience. The "star" picture in to-night's programme will deal with an incident in the life of Napoleon, entitled "The Grenadier Boland." The principal incidents in this great drama are portrayed with vivid force. It is described as one of the most thrilling pictures ever produced. Other pictures are "The Deserters," "Heart of the Daughter," and a number of comics. The prices of admission are as usual, and the pictures will be screened at 8 o'clock on Saturday. — [973, 802, 1103, 920]
headline-golf: GOLF. — [740, 1018, 782, 1034]
moon-table-august — [152, 962, 268, 995]
headline-box — [834, 38, 964, 71]
column-cable-1 — [280, 34, 415, 1542]
masthead: THE WAIRARAPA AGE. THURSDAY. AUGUST 24. 1911. — [331, 4, 783, 23]
received-line: (Received Last Night, 9.5 o'clock.) — [433, 193, 537, 203]
divider — [458, 910, 512, 911]
headline-ranfurly: RANFURLY SHIELD MATCH. — [990, 632, 1086, 654]
subhead: A SCOW CAPSIZED. — [178, 331, 242, 340]
moon-cell: 25 p.m. — [243, 968, 267, 978]
divider — [1011, 1037, 1065, 1038]
column-cable-3 — [556, 34, 691, 1542]
divider — [184, 897, 237, 898]
divider — [734, 1238, 788, 1239]
article-body-continued: The long night dance held in connection with the dancing class on Wednesday night turned out a decided success, there being about 20 couples present. Messrs M. Nielsen and F. Legolli acted as M.C.'s, Mr Myers presided at the piano, and provided excellent music. A spider of unusual size, colour, and shape was discovered by a settler last week, under some rotten wood, on the slopes of Mount Bruce. The spider had a secure head and legs, and black body about one inch in length. On being disturbed with a piece of stick it jumped about three inches at it, and bit so fiercely that small pieces were taken off the stick with its jaws. It was brought by the settler, who had never before seen one of its kind, that had it bitten the human flesh, poisoning would follow. The guide post which I mentioned some months back as being stripped of its guiding points has not yet received any attention from the County Council, and the four miles over the West Hill is almost daily made by persons who mistake the roads. — [973, 135, 1103, 327]
moon-cell: 23 — [210, 1030, 218, 1040]
divider — [1011, 1180, 1065, 1181]
moon-cell: 16 — [210, 1022, 218, 1032]
headline-sporting: SPORTING. — [724, 640, 798, 656]
article-body: The proceedings in the Assembly to-day were electric and disorderly from the jump. The mover and seconder of the nomination of Mr Willis to the Speakership were constantly interrupted by sarcastic Opposition remarks. — [421, 212, 549, 263]
divider — [184, 441, 237, 442]
dateline: AUCKLAND, Last Night. — [999, 666, 1077, 676]
article-body-continued: his satisfaction at the personnel of the Commission. The settlement was a good one if it was honestly fulfilled. He accused the Home Office of playing a diabolical part in the whole of the unrest, and that Mr Churchill's strike bulletins were inaccurate and gave great offence. They made the men more determined to come to a settlement. Mr Churchill's fussy interference was based on the desire to see himself in print. Mr G. N. Barnes stated that he had just been to Bentley, Purdy-Fidd, and Newport, and the men there were loosely dissatisfied with the settlement. — [697, 119, 825, 237]
subhead: MASTERTON CLUB. — [728, 1035, 794, 1044]
credit-line: By Telegraph—Press Association. — [711, 675, 811, 685]
ad-agent: MR. R. POOK, — [1008, 1145, 1068, 1156]
